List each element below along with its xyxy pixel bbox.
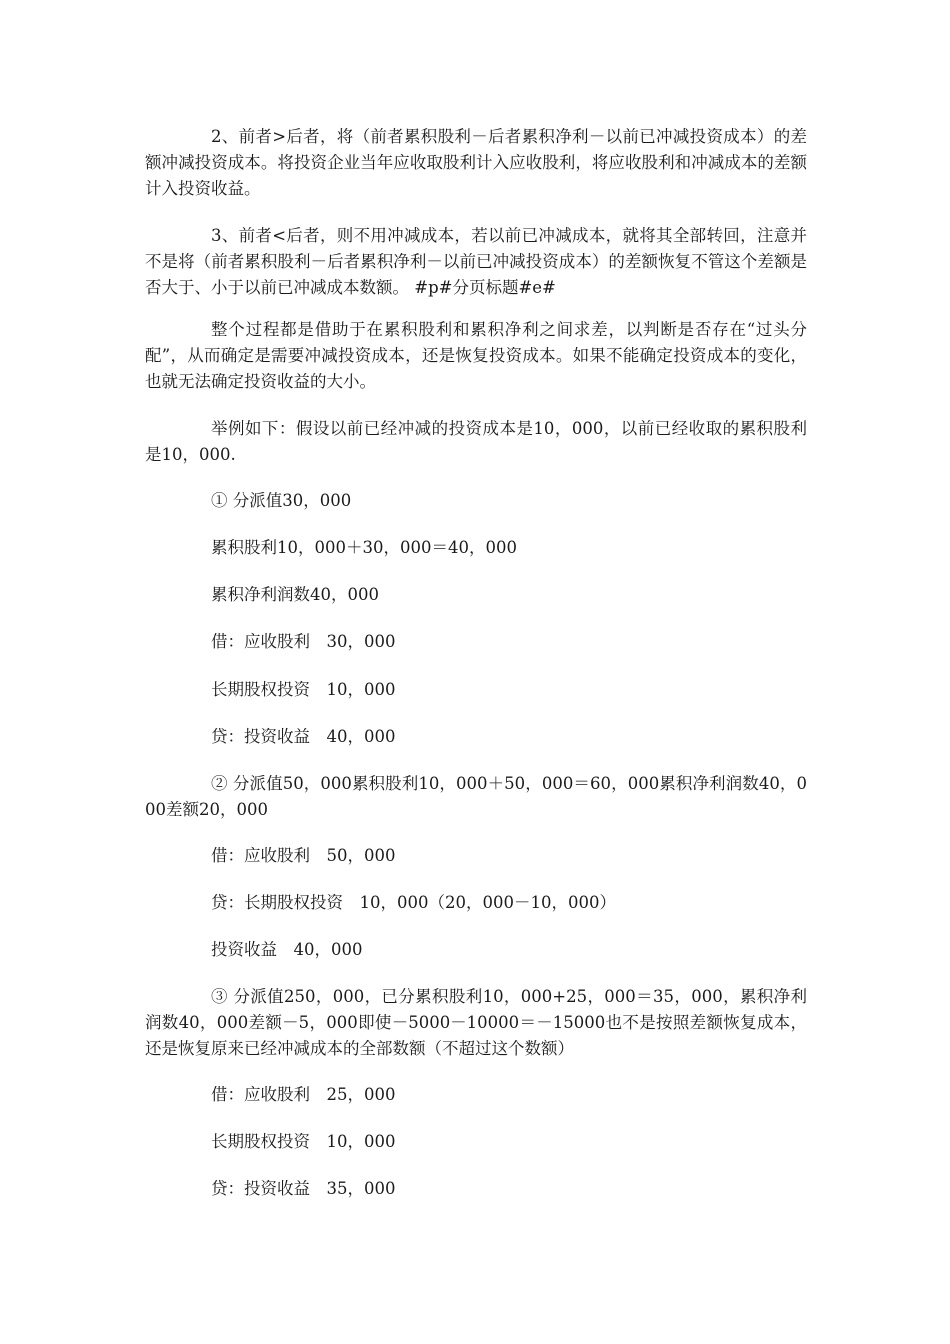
case1-cumulative-net-profit: 累积净利润数40，000	[211, 585, 379, 604]
paragraph-rule-3: 3、前者<后者，则不用冲减成本，若以前已冲减成本，就将其全部转回，注意并不是将（前者累积股利－后者累积净利－以前已冲减投资成本）的差额恢复不管这个差额是否大于、小于以前已冲减成本数额。 #p#分页标题#e#	[145, 226, 807, 297]
case1-title: ① 分派值30，000	[211, 491, 352, 510]
paragraph-rule-2: 2、前者>后者，将（前者累积股利－后者累积净利－以前已冲减投资成本）的差额冲减投资成本。将投资企业当年应收取股利计入应收股利，将应收股利和冲减成本的差额计入投资收益。	[145, 127, 807, 198]
case2-title: ② 分派值50，000累积股利10，000＋50，000＝60，000累积净利润数40，000差额20，000	[145, 774, 807, 819]
case1-entry-investment: 长期股权投资 10，000	[211, 680, 396, 699]
case3-title: ③ 分派值250，000，已分累积股利10，000+25，000＝35，000，累积净利润数40，000差额－5，000即使－5000－10000＝－15000也不是按照差额恢复成本，还是恢复原来已经冲减成本的全部数额（不超过这个数额）	[145, 987, 807, 1058]
case1-cumulative-dividend: 累积股利10，000＋30，000＝40，000	[211, 538, 517, 557]
case1-entry-debit: 借：应收股利 30，000	[211, 632, 396, 651]
case3-entry-debit: 借：应收股利 25，000	[211, 1085, 396, 1104]
case2-entry-debit: 借：应收股利 50，000	[211, 846, 396, 865]
case2-entry-credit: 贷：长期股权投资 10，000（20，000－10，000）	[211, 893, 616, 912]
case3-entry-investment: 长期股权投资 10，000	[211, 1132, 396, 1151]
case3-entry-credit: 贷：投资收益 35，000	[211, 1179, 396, 1198]
case2-entry-income: 投资收益 40，000	[211, 940, 363, 959]
case1-entry-credit: 贷：投资收益 40，000	[211, 727, 396, 746]
paragraph-example-intro: 举例如下：假设以前已经冲减的投资成本是10，000，以前已经收取的累积股利是10，000.	[145, 419, 807, 464]
paragraph-summary: 整个过程都是借助于在累积股利和累积净利之间求差，以判断是否存在“过头分配”，从而确定是需要冲减投资成本，还是恢复投资成本。如果不能确定投资成本的变化，也就无法确定投资收益的大小。	[145, 320, 807, 391]
